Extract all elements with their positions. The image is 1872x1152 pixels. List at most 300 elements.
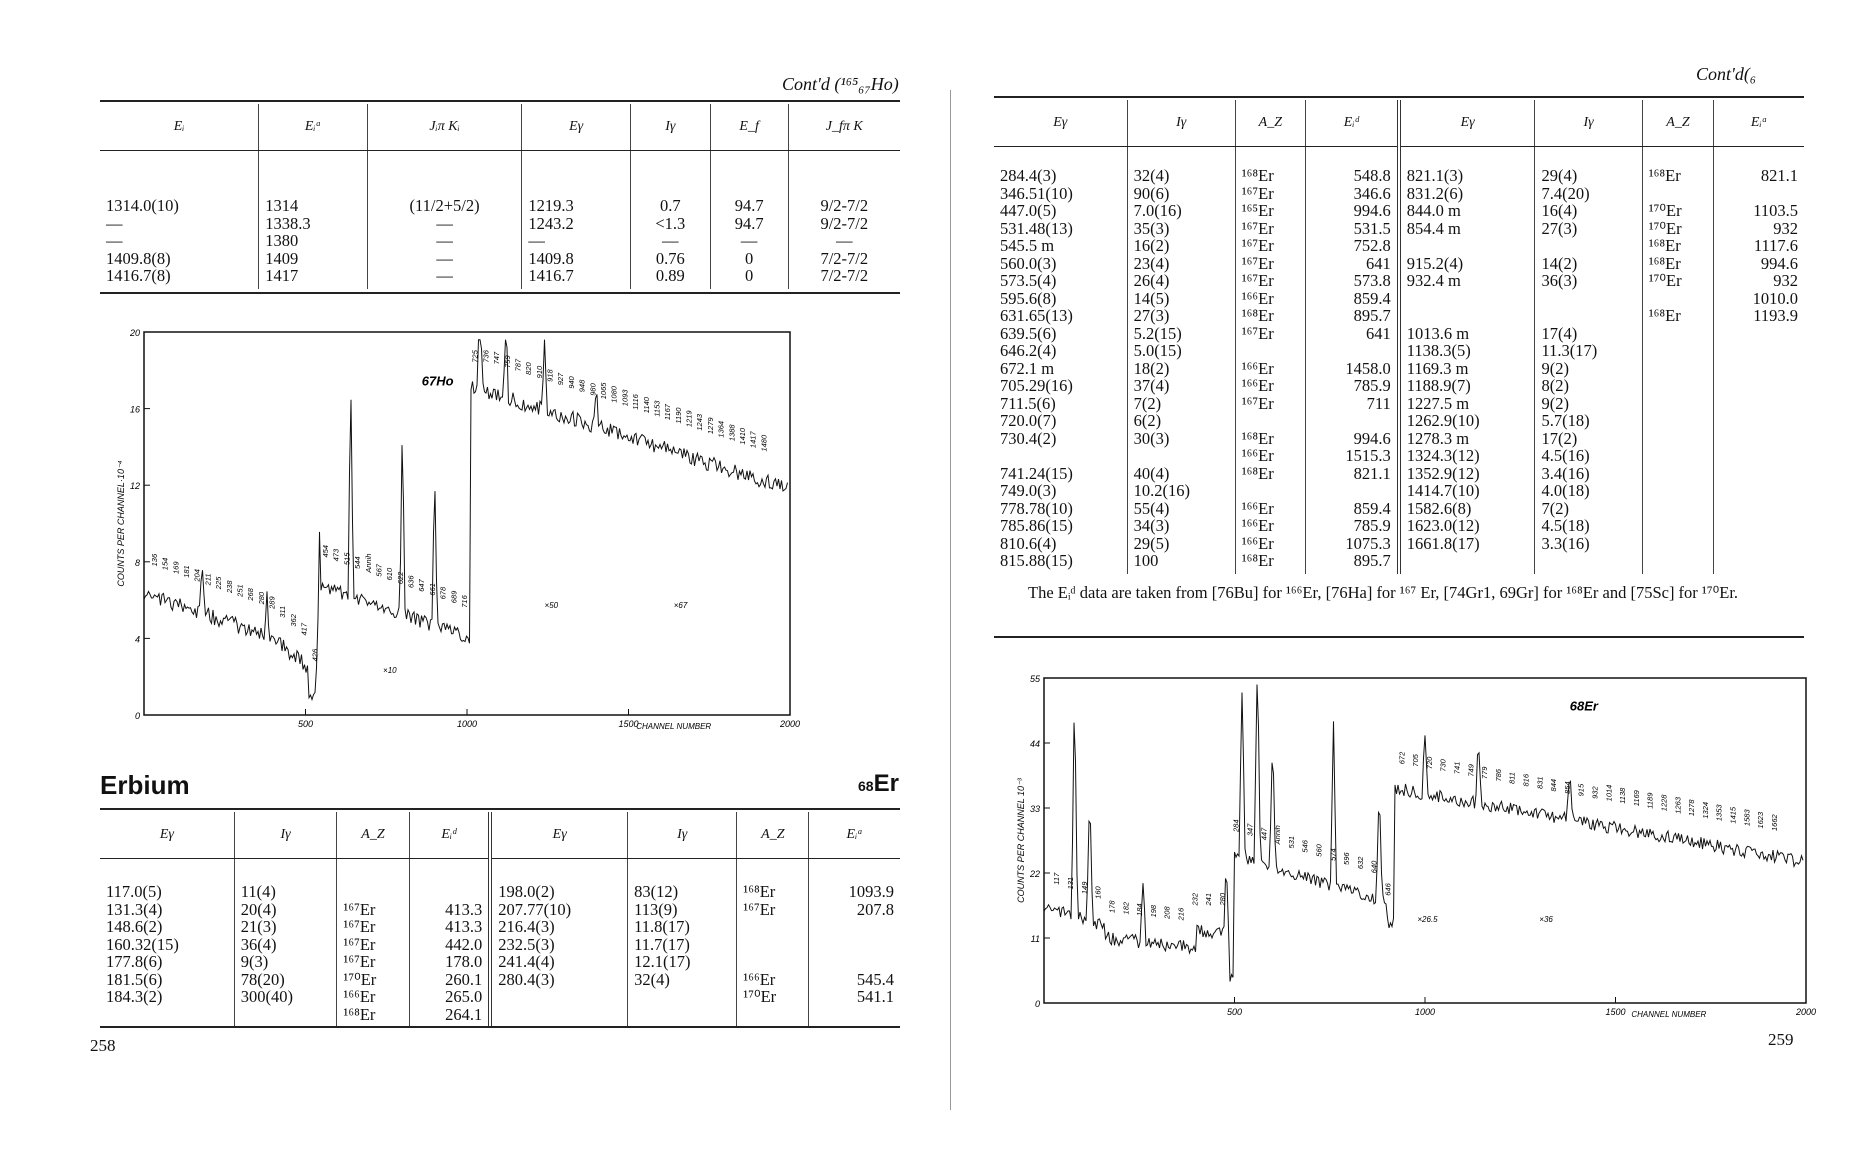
peak-label: 567 [374, 564, 384, 577]
peak-label: 149 [1079, 881, 1089, 895]
peak-label: 216 [1176, 907, 1186, 921]
data-source-note: The Eᵢᵈ data are taken from [76Bu] for ¹⁶⁶Er, [76Ha] for ¹⁶⁷ Er, [74Gr1, 69Gr] for ¹⁶⁸Er and [75Sc] for ¹⁷⁰Er. [1028, 583, 1739, 602]
peak-label: 160 [1093, 886, 1103, 899]
table-cell: ¹⁶⁶Er [1241, 376, 1274, 395]
table-cell: 3.4(16) [1541, 463, 1590, 483]
table-cell: 14(5) [1133, 288, 1170, 308]
table-cell: 778.78(10) [1000, 498, 1073, 518]
peak-label: 311 [278, 605, 288, 618]
table-cell: 260.1 [445, 969, 483, 989]
table-cell: 26(4) [1133, 271, 1170, 290]
peak-label: 574 [1328, 848, 1338, 861]
table-cell: 23(4) [1133, 253, 1170, 273]
table-column [1714, 147, 1804, 574]
table-cell: 442.0 [445, 934, 483, 954]
column-header: Eᵢᵃ [809, 812, 900, 859]
table-cell: ¹⁶⁷Er [1241, 183, 1274, 203]
table-cell: 810.6(4) [1000, 533, 1057, 553]
table-cell [743, 953, 802, 971]
table-cell [1720, 465, 1798, 483]
peak-label: 169 [171, 561, 181, 575]
table-cell: 994.6 [1353, 428, 1391, 448]
table-cell: 21(3) [240, 917, 277, 936]
table-cell: 78(20) [240, 969, 285, 989]
atomic-number: 68 [858, 778, 874, 794]
table-cell: 1010.0 [1752, 288, 1798, 308]
column-header: Iγ [1127, 100, 1235, 147]
peak-label: Annih [1273, 825, 1283, 845]
table-cell [1649, 517, 1708, 535]
table-cell [1000, 447, 1121, 465]
table-cell: 8(2) [1541, 376, 1569, 395]
peak-label: 759 [502, 355, 512, 368]
y-tick-label: 0 [1034, 999, 1040, 1009]
table-cell: 32(4) [1133, 166, 1170, 185]
table-cell: 545.5 m [1000, 236, 1055, 255]
y-tick-label: 0 [134, 711, 140, 721]
peak-label: 725 [470, 350, 480, 363]
column-header: A_Z [737, 812, 809, 859]
table-cell: 785.86(15) [1000, 516, 1073, 535]
column-header: Eγ [490, 812, 627, 859]
x-tick-label: 500 [1226, 1007, 1243, 1017]
peak-label: 426 [310, 648, 320, 662]
peak-label: 198 [1148, 904, 1158, 918]
table-cell: — [436, 266, 453, 285]
table-cell: 7/2-7/2 [820, 248, 869, 268]
peak-label: 211 [203, 573, 213, 586]
peak-label: 1080 [609, 386, 619, 403]
table-cell: 4.5(18) [1541, 516, 1590, 535]
table-cell [634, 1006, 730, 1024]
table-cell: ¹⁶⁷Er [1241, 323, 1274, 343]
table-cell [815, 918, 894, 936]
peak-label: 544 [353, 556, 363, 569]
table-cell: 1380 [265, 231, 299, 250]
table-cell: 531.5 [1353, 218, 1391, 238]
column-header: Eᵢᵈ [1305, 100, 1398, 147]
peak-label: 705 [1411, 754, 1421, 767]
spectrum-element-label: 68Er [1569, 698, 1598, 714]
peak-label: 1138 [1618, 787, 1628, 804]
y-tick-label: 4 [134, 634, 140, 645]
table-cell: 0 [745, 248, 754, 268]
table-cell: 27(3) [1541, 218, 1578, 238]
peak-label: 251 [235, 584, 245, 597]
table-cell: ¹⁶⁶Er [1241, 288, 1274, 308]
table-cell: ¹⁶⁷Er [343, 917, 376, 936]
table-cell: 117.0(5) [106, 882, 162, 901]
table-cell: ¹⁶⁸Er [1241, 306, 1274, 325]
table-cell: 40(4) [1133, 463, 1170, 483]
table-cell: 35(3) [1133, 218, 1170, 238]
table-column [522, 151, 631, 289]
table-cell: ¹⁶⁶Er [1241, 533, 1274, 553]
table-cell: 11(4) [240, 882, 276, 901]
table-cell: 541.1 [856, 987, 894, 1006]
table-cell: ¹⁶⁸Er [1648, 236, 1681, 255]
x-tick-label: 1500 [1605, 1007, 1626, 1017]
table-cell: 94.7 [734, 196, 764, 215]
table-cell [106, 1006, 228, 1024]
table-cell: 932.4 m [1406, 271, 1461, 290]
table-cell: 11.7(17) [634, 934, 690, 954]
table-cell: 20(4) [240, 899, 277, 919]
peak-label: 347 [1245, 823, 1255, 837]
table-cell: 639.5(6) [1000, 323, 1057, 343]
table-column [628, 859, 737, 1028]
erbium-table-bottom-rule [100, 1026, 900, 1028]
peak-label: 208 [1162, 906, 1172, 919]
table-cell [1541, 307, 1635, 325]
table-cell [1242, 412, 1299, 430]
erbium-table-top-rule [100, 808, 900, 810]
table-cell [1720, 500, 1798, 518]
table-cell: 241.4(4) [498, 952, 555, 971]
table-cell: 4.5(16) [1541, 446, 1590, 465]
table-cell: ¹⁷⁰Er [1648, 271, 1682, 290]
table-cell: 595.6(8) [1000, 288, 1057, 308]
table-cell [1649, 377, 1708, 395]
table-cell: 32(4) [634, 969, 670, 989]
table-column [234, 859, 337, 1028]
erbium-table [100, 812, 900, 1027]
table-cell [343, 883, 402, 901]
peak-label: 362 [288, 614, 298, 627]
table-column [1399, 147, 1535, 574]
spectrum-trace [1044, 685, 1803, 982]
table-cell: ¹⁶⁸Er [1648, 166, 1681, 185]
right-page [936, 0, 1872, 1152]
y-tick-label: 44 [1029, 739, 1040, 749]
peak-label: 515 [342, 552, 352, 566]
column-header: Iγ [628, 812, 737, 859]
peak-label: 736 [481, 350, 491, 363]
column-header: E_f [710, 104, 788, 151]
peak-label: 940 [566, 376, 576, 389]
table-cell: 1243.2 [528, 213, 574, 233]
table-cell [1720, 412, 1798, 430]
table-cell: 10.2(16) [1133, 481, 1190, 500]
table-cell: 1193.9 [1753, 306, 1798, 325]
peak-label: 1065 [599, 382, 609, 400]
peak-label: 417 [299, 622, 309, 636]
table-cell: 198.0(2) [498, 882, 555, 901]
table-cell: 5.2(15) [1133, 323, 1182, 343]
table-cell: 0.89 [655, 266, 685, 285]
table-cell [1312, 342, 1391, 360]
table-cell: 631.65(13) [1000, 306, 1073, 325]
y-tick-label: 22 [1029, 869, 1040, 879]
x-axis-label: CHANNEL NUMBER [636, 722, 712, 731]
table-cell: 1409.8 [528, 248, 574, 268]
table-cell [498, 988, 621, 1006]
column-header: Jᵢπ Kᵢ [367, 104, 522, 151]
peak-label: 730 [1438, 759, 1448, 772]
table-cell: 785.9 [1353, 376, 1391, 395]
holmium-continued-table [100, 104, 900, 289]
table-cell: 895.7 [1353, 306, 1391, 325]
table-column [367, 151, 522, 289]
table-cell: ¹⁶⁷Er [1241, 218, 1274, 238]
table-cell: 17(2) [1541, 428, 1578, 448]
table-column [994, 147, 1127, 574]
table-cell: ¹⁶⁸Er [343, 1004, 376, 1024]
column-header: Eᵢᵃ [259, 104, 368, 151]
table-column [1535, 147, 1642, 574]
table-cell: 413.3 [445, 899, 483, 919]
erbium-gamma-spectrum [1006, 670, 1826, 1040]
peak-label: 647 [417, 579, 427, 592]
peak-label: 672 [1397, 751, 1407, 765]
table-cell: 1409.8(8) [106, 248, 171, 268]
peak-label: 178 [1107, 900, 1117, 914]
table-cell [1649, 395, 1708, 413]
table-cell: 1262.9(10) [1406, 411, 1480, 430]
table-cell: 641 [1366, 323, 1391, 343]
table-cell: 280.4(3) [498, 969, 555, 989]
table-cell: 14(2) [1541, 253, 1578, 273]
table-cell [1312, 412, 1391, 430]
table-column [100, 859, 234, 1028]
table-cell: 821.1(3) [1406, 166, 1464, 185]
peak-label: 1169 [1631, 790, 1641, 807]
table-cell [1649, 482, 1708, 500]
table-cell [815, 1006, 894, 1024]
table-cell [815, 936, 894, 954]
peak-label: 1219 [684, 410, 694, 428]
table-cell: ¹⁶⁶Er [743, 969, 776, 989]
peak-label: 811 [1507, 772, 1517, 785]
table-cell: 7/2-7/2 [820, 266, 869, 285]
table-top-rule [100, 100, 900, 102]
table-cell: 1417 [265, 266, 299, 285]
table-cell: 216.4(3) [498, 917, 555, 936]
peak-label: 284 [1231, 819, 1241, 832]
table-cell [1242, 482, 1299, 500]
table-cell [1407, 552, 1529, 570]
table-cell [1649, 447, 1708, 465]
table-cell: 12.1(17) [634, 952, 691, 971]
table-cell: 821.1 [1353, 463, 1391, 483]
table-cell [1720, 535, 1798, 553]
table-cell: ¹⁶⁸Er [1241, 166, 1274, 185]
table-cell: 9(2) [1541, 358, 1569, 378]
continued-heading: Cont'd (¹⁶⁵₆₇Ho) [782, 74, 899, 94]
peak-label: 820 [524, 362, 534, 375]
peak-label: 225 [214, 576, 224, 590]
table-cell: 27(3) [1133, 306, 1170, 325]
table-cell: — [740, 231, 758, 250]
table-column [788, 151, 900, 289]
table-cell: 131.3(4) [106, 899, 163, 919]
table-cell: 1138.3(5) [1406, 341, 1471, 360]
table-column [1305, 147, 1398, 574]
peak-label: 181 [181, 565, 191, 578]
peak-label: 844 [1549, 778, 1559, 792]
peak-label: 1189 [1645, 792, 1655, 809]
table-cell: ¹⁷⁰Er [1648, 218, 1682, 238]
y-tick-label: 12 [129, 481, 140, 492]
peak-label: 716 [460, 595, 469, 608]
table-cell: 113(9) [634, 899, 678, 919]
table-cell: ¹⁶⁷Er [343, 952, 376, 971]
y-tick-label: 20 [129, 328, 140, 338]
peak-label: 932 [1590, 786, 1600, 799]
table-cell [1134, 447, 1229, 465]
y-tick-label: 33 [1029, 804, 1040, 814]
peak-label: 720 [1424, 756, 1434, 770]
table-cell: 672.1 m [1000, 358, 1055, 378]
peak-label: 1480 [759, 434, 769, 452]
table-cell [743, 918, 802, 936]
column-header: A_Z [1235, 100, 1305, 147]
peak-label: 1662 [1769, 814, 1779, 832]
table-cell: 4.0(18) [1541, 481, 1590, 500]
table-cell: 711.5(6) [1000, 393, 1056, 413]
table-cell: 16(2) [1133, 236, 1170, 255]
table-column [1127, 147, 1235, 574]
page-number: 259 [1768, 1030, 1794, 1049]
element-letters: Er [873, 770, 899, 797]
table-cell: 94.7 [734, 213, 764, 233]
peak-label: 1153 [652, 400, 662, 417]
peak-label: 1623 [1756, 811, 1766, 829]
table-column [737, 859, 809, 1028]
table-cell: 184.3(2) [106, 987, 163, 1006]
x-tick-label: 1500 [618, 719, 639, 729]
peak-label: 640 [1369, 860, 1379, 874]
table-cell: 531.48(13) [1000, 218, 1073, 238]
table-column [100, 151, 259, 289]
table-cell: 30(3) [1133, 428, 1170, 448]
table-cell: 545.4 [856, 969, 894, 989]
table-cell: 7.0(16) [1133, 201, 1182, 220]
table-cell: 0.76 [655, 248, 685, 268]
table-cell: ¹⁶⁶Er [1241, 446, 1274, 465]
table-cell: 148.6(2) [106, 917, 163, 936]
peak-label: 927 [556, 372, 566, 386]
table-cell: 573.5(4) [1000, 271, 1057, 290]
table-cell [1649, 290, 1708, 308]
table-cell: 34(3) [1133, 516, 1170, 535]
table-cell: ¹⁶⁷Er [343, 934, 376, 954]
table-column [259, 151, 368, 289]
table-cell [1720, 377, 1798, 395]
table-cell: 573.8 [1353, 271, 1391, 290]
table-cell: — [436, 248, 453, 268]
peak-label: 632 [1355, 856, 1365, 870]
table-cell [1720, 395, 1798, 413]
column-header: Eγ [1399, 100, 1535, 147]
table-cell: 83(12) [634, 882, 679, 901]
table-cell: 1093.9 [848, 882, 894, 901]
table-cell: 1169.3 m [1406, 358, 1469, 378]
table-cell: 7(2) [1541, 498, 1569, 518]
table-cell: 29(5) [1133, 533, 1170, 553]
table-column [1235, 147, 1305, 574]
y-tick-label: 8 [134, 557, 140, 568]
peak-label: 131 [1066, 876, 1076, 890]
y-tick-label: 11 [1030, 934, 1040, 944]
peak-label: 1014 [1604, 784, 1614, 802]
table-cell: ¹⁶⁶Er [1241, 516, 1274, 535]
peak-label: 1263 [1673, 797, 1683, 814]
table-cell: 1352.9(12) [1406, 463, 1480, 483]
y-tick-label: 55 [1029, 674, 1040, 684]
table-cell: 284.4(3) [1000, 166, 1057, 185]
table-cell: 1515.3 [1345, 446, 1391, 465]
scale-factor-label: ×10 [383, 665, 397, 675]
table-cell: 560.0(3) [1000, 253, 1057, 273]
table-cell: 6(2) [1133, 411, 1162, 430]
scale-factor-label: ×50 [544, 600, 559, 610]
peak-label: 184 [1135, 903, 1145, 916]
table-cell: 36(4) [240, 934, 277, 954]
peak-label: 1167 [663, 404, 673, 421]
peak-label: 816 [1521, 773, 1531, 787]
peak-label: 747 [492, 351, 502, 365]
table-cell: ¹⁶⁶Er [343, 987, 376, 1006]
table-cell [743, 936, 802, 954]
peak-label: 948 [577, 379, 587, 393]
peak-label: 831 [1535, 776, 1545, 789]
table-cell: 265.0 [445, 987, 483, 1006]
table-cell: — [106, 231, 123, 250]
table-cell: ¹⁷⁰Er [343, 969, 377, 989]
peak-label: 1243 [695, 413, 705, 431]
peak-label: 1583 [1742, 809, 1752, 827]
peak-label: 1410 [738, 427, 748, 445]
x-tick-label: 1000 [456, 719, 478, 729]
table-cell: <1.3 [655, 213, 686, 233]
column-header: Iγ [630, 104, 710, 151]
table-cell [634, 988, 730, 1006]
column-header: A_Z [1642, 100, 1714, 147]
table-cell: — [836, 231, 853, 250]
page-number: 258 [90, 1036, 116, 1055]
table-cell: 705.29(16) [1000, 376, 1073, 395]
peak-label: 560 [1314, 844, 1324, 857]
table-cell: 932 [1773, 271, 1798, 290]
column-header: J_fπ K [788, 104, 900, 151]
peak-label: 1353 [1714, 804, 1724, 822]
table-cell [1720, 325, 1798, 343]
peak-label: 1190 [673, 407, 683, 424]
table-cell: 844.0 m [1406, 201, 1461, 220]
table-cell: 0 [745, 266, 754, 285]
column-header: Eᵢᵈ [409, 812, 490, 859]
table-cell: 1623.0(12) [1406, 516, 1480, 535]
table-cell: — [528, 231, 545, 250]
peak-label: 622 [395, 571, 405, 585]
table-cell: 1103.5 [1753, 201, 1798, 220]
peak-label: 241 [1204, 892, 1214, 906]
table-cell: 821.1 [1760, 166, 1798, 185]
table-column [409, 859, 490, 1028]
peak-label: 741 [1452, 761, 1462, 775]
y-axis-label: COUNTS PER CHANNEL·10⁻⁴ [116, 460, 126, 587]
x-tick-label: 1000 [1414, 1007, 1436, 1017]
x-tick-label: 2000 [779, 719, 801, 729]
table-cell [1649, 430, 1708, 448]
peak-label: 204 [192, 569, 202, 582]
table-cell [1312, 482, 1391, 500]
peak-label: 1140 [641, 397, 651, 414]
scale-factor-label: ×67 [673, 600, 688, 610]
table-cell: 18(2) [1133, 358, 1170, 378]
table-cell: — [106, 213, 123, 233]
